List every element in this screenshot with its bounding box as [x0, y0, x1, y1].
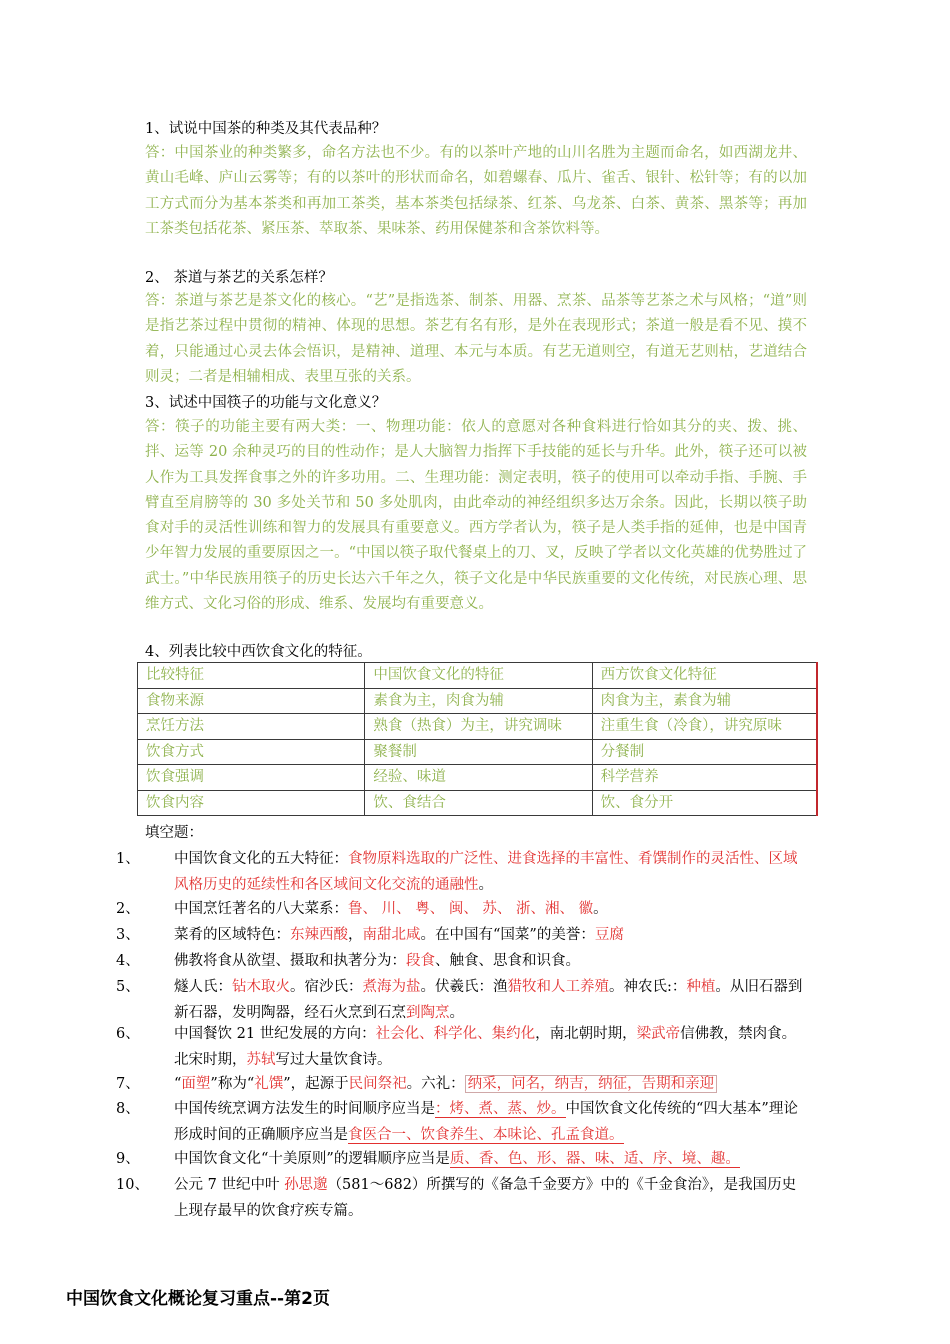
item-number: 3、	[116, 927, 140, 943]
answer-text: 礼馔	[254, 1076, 284, 1092]
prompt-text: 。六礼：	[406, 1076, 465, 1092]
answer-text: ：烤、煮、蒸、炒。	[435, 1101, 566, 1117]
fill-in-item	[116, 922, 810, 948]
item-number: 6、	[116, 1026, 140, 1042]
prompt-text: 。	[593, 901, 608, 917]
comparison-table	[137, 662, 818, 816]
answer-text: 南甜北咸	[362, 927, 421, 943]
table-cell: 饮食强调	[138, 765, 365, 791]
question-1: 1、试说中国茶的种类及其代表品种？	[145, 121, 387, 137]
table-row	[138, 790, 818, 816]
answer-text: 到陶烹	[406, 1005, 450, 1021]
answer-text: 钻木取火	[232, 979, 290, 995]
prompt-text: 中国饮食文化“十美原则”的逻辑顺序应当是	[174, 1151, 450, 1167]
table-cell: 饮食方式	[138, 739, 365, 765]
prompt-text: ”称为“	[210, 1076, 255, 1092]
table-row	[138, 688, 818, 714]
table-cell: 烹饪方法	[138, 714, 365, 740]
item-number: 7、	[116, 1076, 140, 1092]
question-2: 2、 茶道与茶艺的关系怎样？	[145, 270, 333, 286]
answer-3: 答：筷子的功能主要有两大类：一、物理功能：依人的意愿对各种食料进行恰如其分的夹、拨、挑、拌、运等 20 余种灵巧的目的性动作；是人大脑智力指挥下手技能的延长与升华。此外，筷子还可以被人作为工具发挥食事之外的许多功用。二、生理功能：测定表明，筷子的使用可以牵动手指、手腕、手臂直至肩膀等的 30 多处关节和 50 多处肌肉，由此牵动的神经组织多达万余条。因此，长期以筷子助食对手的灵活性训练和智力的发展具有重要意义。西方学者认为，筷子是人类手指的延伸，也是中国青少年智力发展的重要原因之一。“中国以筷子取代餐桌上的刀、叉，反映了学者以文化英雄的优势胜过了武士。”中华民族用筷子的历史长达六千年之久，筷子文化是中华民族重要的文化传统，对民族心理、思维方式、文化习俗的形成、维系、发展均有重要意义。	[145, 419, 807, 613]
fill-in-item	[116, 974, 810, 1026]
answer-text: 纳采，问名，纳吉，纳征，告期和亲迎	[465, 1075, 718, 1093]
prompt-text: （581～682）所撰写的《备急千金要方》中的《千金食治》，是我国历史上现存最早的饮食疗疾专篇。	[174, 1177, 797, 1219]
prompt-text: 中国餐饮 21 世纪发展的方向：	[174, 1026, 376, 1042]
prompt-text: 中国传统烹调方法发生的时间顺序应当是	[174, 1101, 435, 1117]
answer-text: 梁武帝	[636, 1026, 681, 1042]
answer-1: 答：中国茶业的种类繁多，命名方法也不少。有的以茶叶产地的山川名胜为主题而命名，如西湖龙井、黄山毛峰、庐山云雾等；有的以茶叶的形状而命名，如碧螺春、瓜片、雀舌、银针、松针等；有的以加工方式而分为基本茶类和再加工茶类，基本茶类包括绿茶、红茶、乌龙茶、白茶、黄茶、黑茶等；再加工茶类包括花茶、紧压茶、萃取茶、果味茶、药用保健茶和含茶饮料等。	[145, 145, 807, 237]
question-4: 4、列表比较中西饮食文化的特征。	[145, 644, 372, 660]
answer-text: 社会化、科学化、集约化	[375, 1026, 536, 1042]
fill-in-item	[116, 1172, 810, 1224]
table-cell: 熟食（热食）为主，讲究调味	[365, 714, 592, 740]
fill-in-item	[116, 1096, 810, 1148]
prompt-text: 。伏羲氏：渔	[420, 979, 508, 995]
page-footer: 中国饮食文化概论复习重点--第2页	[66, 1289, 330, 1309]
item-number: 10、	[116, 1177, 149, 1193]
prompt-text: 。	[449, 1005, 464, 1021]
prompt-text: “	[174, 1076, 182, 1092]
fill-in-item	[116, 948, 810, 974]
prompt-text: ”，起源于	[283, 1076, 349, 1092]
answer-text: 食物原料选取的广泛性、进食选择的丰富性、肴馔制作的灵活性、区域风格历史的延续性和各区域间文化交流的通融性	[174, 851, 798, 893]
item-number: 5、	[116, 979, 140, 995]
table-cell: 注重生食（冷食），讲究原味	[592, 714, 817, 740]
answer-text: 段食	[406, 953, 435, 969]
prompt-text: 菜肴的区域特色：	[174, 927, 290, 943]
item-number: 2、	[116, 901, 140, 917]
prompt-text: 。	[478, 877, 493, 893]
answer-text: 猎牧和人工养殖	[507, 979, 609, 995]
table-row	[138, 714, 818, 740]
table-cell: 中国饮食文化的特征	[365, 663, 592, 689]
item-number: 8、	[116, 1101, 140, 1117]
table-cell: 经验、味道	[365, 765, 592, 791]
table-cell: 聚餐制	[365, 739, 592, 765]
prompt-text: 信佛教，禁肉食。北宋时期，	[174, 1026, 797, 1068]
answer-text: 苏轼	[246, 1052, 276, 1068]
answer-2: 答：茶道与茶艺是茶文化的核心。“艺”是指选茶、制茶、用器、烹茶、品茶等艺茶之术与风格；“道”则是指艺茶过程中贯彻的精神、体现的思想。茶艺有名有形，是外在表现形式；茶道一般是看不见、摸不着，只能通过心灵去体会悟识，是精神、道理、本元与本质。有艺无道则空，有道无艺则枯，艺道结合则灵；二者是相辅相成、表里互张的关系。	[145, 293, 807, 385]
table-cell: 饮、食分开	[592, 790, 817, 816]
table-header-row	[138, 663, 818, 689]
table-cell: 肉食为主，素食为辅	[592, 688, 817, 714]
prompt-text: 佛教将食从欲望、摄取和执著分为：	[174, 953, 406, 969]
answer-text: 民间祭祀	[348, 1076, 407, 1092]
question-3: 3、试述中国筷子的功能与文化意义？	[145, 395, 387, 411]
table-row	[138, 739, 818, 765]
fill-in-item	[116, 1021, 810, 1073]
prompt-text: 中国饮食文化的五大特征：	[174, 851, 348, 867]
prompt-text: 。神农氏:：	[609, 979, 687, 995]
table-cell: 食物来源	[138, 688, 365, 714]
answer-text: 鲁、 川、 粤、 闽、 苏、 浙、湘、 徽	[348, 901, 594, 917]
prompt-text: 中国烹饪著名的八大菜系：	[174, 901, 348, 917]
answer-text: 食医合一、饮食养生、本味论、孔孟食道。	[348, 1127, 624, 1143]
table-row	[138, 765, 818, 791]
table-cell: 饮、食结合	[365, 790, 592, 816]
answer-text: 面塑	[181, 1076, 211, 1092]
fill-in-item	[116, 1071, 810, 1097]
fill-in-heading: 填空题：	[145, 825, 203, 841]
prompt-text: 中国饮食文化传统的“四大基本”理论形成时间的正确顺序应当是	[174, 1101, 798, 1143]
prompt-text: 、触食、思食和识食。	[435, 953, 580, 969]
prompt-text: ，南北朝时期，	[535, 1026, 637, 1042]
fill-in-item	[116, 1146, 810, 1172]
answer-text: 质、香、色、形、器、味、适、序、境、趣。	[449, 1151, 740, 1167]
answer-text: 豆腐	[594, 927, 624, 943]
prompt-text: 燧人氏：	[174, 979, 232, 995]
prompt-text: 。宿沙氏：	[290, 979, 363, 995]
answer-text: 孙思邈	[284, 1177, 328, 1193]
table-cell: 西方饮食文化特征	[592, 663, 817, 689]
answer-text: 种植	[686, 979, 716, 995]
prompt-text: ，	[348, 927, 363, 943]
prompt-text: 。从旧石器到新石器，发明陶器，经石火烹到石烹	[174, 979, 803, 1021]
fill-in-item	[116, 896, 810, 922]
item-number: 1、	[116, 851, 140, 867]
answer-text: 东辣西酸	[290, 927, 348, 943]
prompt-text: 。在中国有“国菜”的美誉：	[420, 927, 595, 943]
prompt-text: 公元 7 世纪中叶	[174, 1177, 285, 1193]
table-cell: 素食为主，肉食为辅	[365, 688, 592, 714]
table-cell: 分餐制	[592, 739, 817, 765]
item-number: 4、	[116, 953, 140, 969]
table-cell: 饮食内容	[138, 790, 365, 816]
table-cell: 科学营养	[592, 765, 817, 791]
fill-in-item	[116, 846, 810, 898]
prompt-text: 写过大量饮食诗。	[275, 1052, 392, 1068]
table-cell: 比较特征	[138, 663, 365, 689]
answer-text: 煮海为盐	[362, 979, 421, 995]
item-number: 9、	[116, 1151, 140, 1167]
